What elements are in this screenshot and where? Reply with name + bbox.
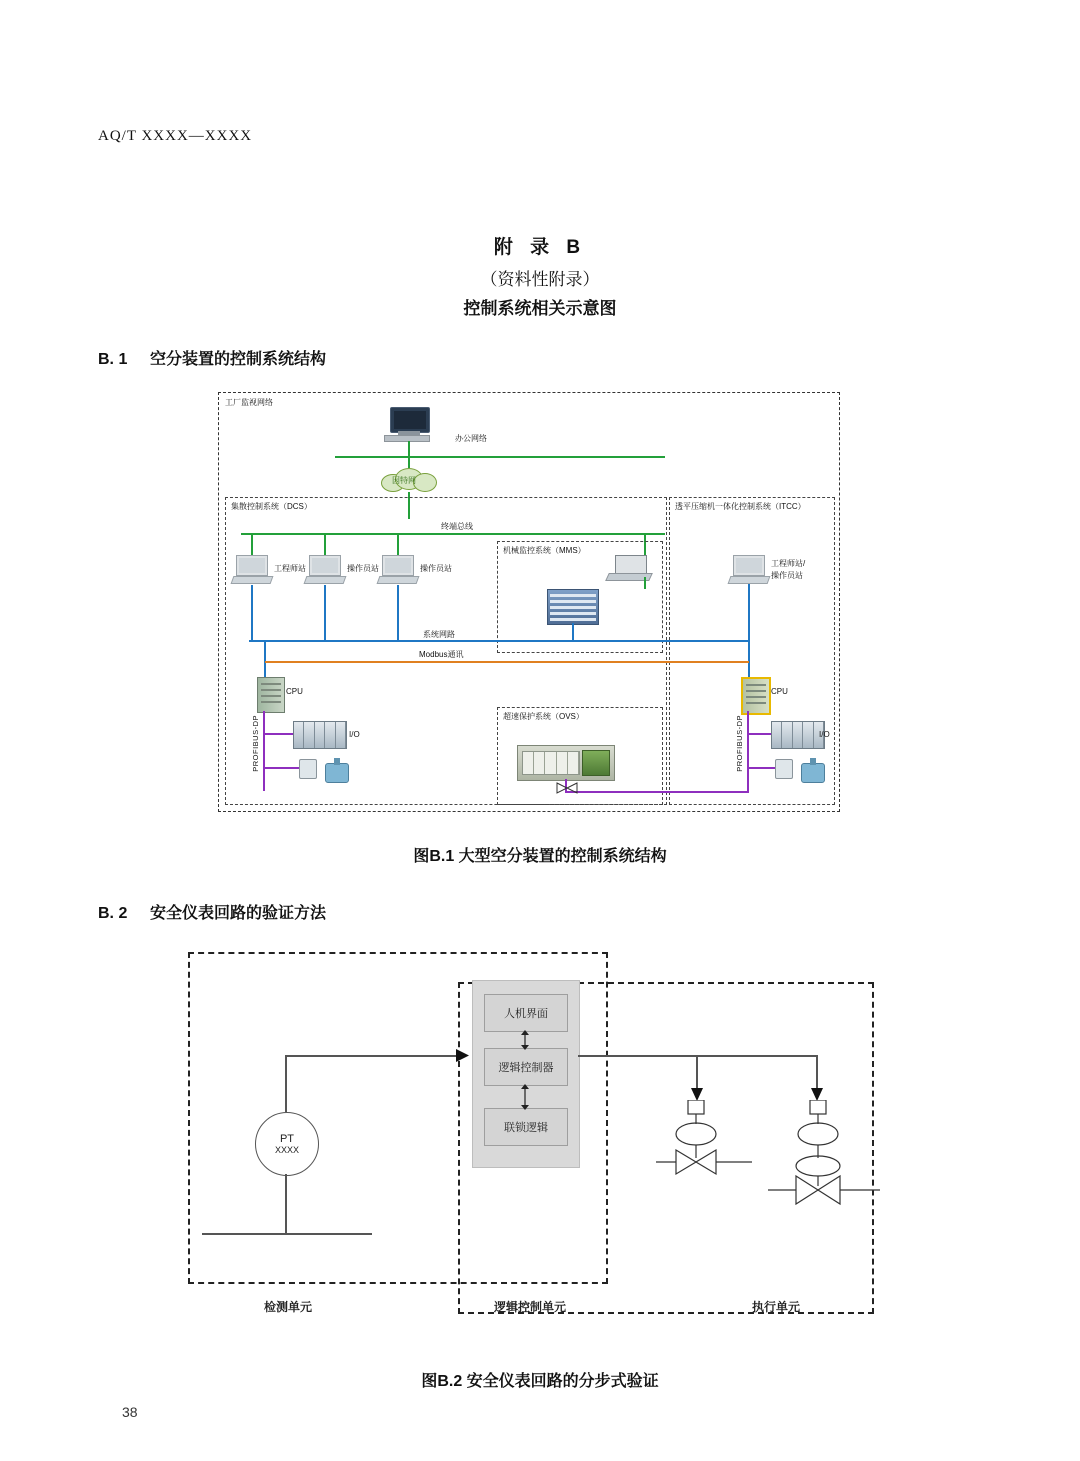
appendix-title: 附 录 B xyxy=(493,237,587,258)
process-line xyxy=(202,1233,372,1235)
itcc-io-rack xyxy=(771,721,825,749)
control-valve-2-icon xyxy=(762,1100,892,1230)
profibus-right-branch-io xyxy=(747,733,771,735)
dcs-field-devices xyxy=(299,757,355,787)
system-network-line xyxy=(249,640,749,642)
ovs-panel-icon xyxy=(517,745,615,781)
dcs-cpu-module xyxy=(257,677,285,713)
profibus-left-label: PROFIBUS-DP xyxy=(251,715,260,772)
profibus-right-line xyxy=(747,711,749,791)
logic-output-bus xyxy=(578,1055,818,1057)
line-laptop-to-rack xyxy=(644,577,646,589)
unit-label-1: 逻辑控制单元 xyxy=(493,1300,566,1314)
section-b1-title: 空分装置的控制系统结构 xyxy=(150,351,327,368)
operator-station-2-icon xyxy=(378,555,418,585)
office-bus-line xyxy=(335,456,665,458)
sensor-tag-line1: PT xyxy=(279,1133,295,1145)
itcc-station-icon xyxy=(729,555,769,585)
section-b2-title: 安全仪表回路的验证方法 xyxy=(150,905,327,922)
pressure-transmitter-icon xyxy=(255,1112,319,1176)
profibus-right-branch-field xyxy=(747,767,777,769)
station-label-2: 操作员站 xyxy=(420,564,452,573)
appendix-type: （资料性附录） xyxy=(480,270,600,289)
logic-interlock-arrow-icon xyxy=(518,1084,532,1110)
ovs-valve-icon xyxy=(555,781,579,795)
arrow-to-logic-icon xyxy=(456,1048,472,1064)
page-number: 38 xyxy=(122,1404,138,1420)
office-network-label: 办公网络 xyxy=(455,434,487,443)
internet-label: 因特网 xyxy=(392,476,416,485)
system-network-label: 系统网路 xyxy=(423,630,455,639)
station-label-1: 操作员站 xyxy=(347,564,379,573)
io-right-label: I/O xyxy=(819,730,830,739)
section-b1-number: B. 1 xyxy=(98,351,128,368)
io-left-label: I/O xyxy=(349,730,360,739)
mms-laptop-icon xyxy=(607,555,649,583)
blue-to-cpu-left xyxy=(264,640,266,680)
modbus-line xyxy=(265,661,749,663)
profibus-left-branch-field xyxy=(263,767,299,769)
ovs-bottom-line xyxy=(565,791,749,793)
unit-label-0: 检测单元 xyxy=(263,1300,312,1314)
sensor-to-logic-line xyxy=(285,1055,465,1057)
mms-zone-label: 机械监控系统（MMS） xyxy=(503,546,586,555)
drop-ws2 xyxy=(324,533,326,555)
mms-rack-icon xyxy=(547,589,599,625)
drop-ws3 xyxy=(397,533,399,555)
figure-b2-diagram xyxy=(150,940,930,1340)
internet-cloud-icon xyxy=(381,466,437,492)
unit-label-2: 执行单元 xyxy=(751,1300,800,1314)
profibus-left-branch-io xyxy=(263,733,293,735)
line-monitor-to-bus xyxy=(408,441,410,457)
figure-b2-caption: 图B.2 安全仪表回路的分步式验证 xyxy=(421,1373,659,1390)
itcc-zone-label: 透平压缩机一体化控制系统（ITCC） xyxy=(675,502,806,511)
profibus-left-line xyxy=(263,711,265,791)
modbus-label: Modbus通讯 xyxy=(419,650,464,659)
blue-to-cpu-right xyxy=(748,640,750,680)
section-b2 xyxy=(98,900,326,923)
blue-drop-3 xyxy=(397,585,399,641)
office-monitor-icon xyxy=(384,407,432,441)
itcc-field-devices xyxy=(775,757,831,787)
page-header: AQ/T XXXX—XXXX xyxy=(98,128,253,144)
control-valve-1-icon xyxy=(648,1100,758,1200)
section-b2-number: B. 2 xyxy=(98,905,128,922)
terminal-bus-line xyxy=(241,533,665,535)
figure-b1-diagram xyxy=(218,392,840,812)
blue-drop-1 xyxy=(251,585,253,641)
figure-b1-caption: 图B.1 大型空分装置的控制系统结构 xyxy=(413,848,667,865)
hmi-block: 人机界面 xyxy=(484,994,568,1032)
appendix-name: 控制系统相关示意图 xyxy=(463,299,617,318)
line-mms-to-sysnet xyxy=(572,623,574,641)
sensor-stem-line xyxy=(285,1174,287,1234)
terminal-bus-label: 终端总线 xyxy=(441,522,473,531)
hmi-logic-arrow-icon xyxy=(518,1030,532,1050)
logic-controller-block: 逻辑控制器 xyxy=(484,1048,568,1086)
itcc-cpu-module xyxy=(741,677,771,715)
section-b1 xyxy=(98,346,326,369)
ovs-zone-label: 超速保护系统（OVS） xyxy=(503,712,584,721)
blue-drop-2 xyxy=(324,585,326,641)
interlock-logic-block: 联锁逻辑 xyxy=(484,1108,568,1146)
operator-station-1-icon xyxy=(305,555,345,585)
dcs-zone-label: 集散控制系统（DCS） xyxy=(231,502,312,511)
profibus-right-label: PROFIBUS-DP xyxy=(735,715,744,772)
drop-ws1 xyxy=(251,533,253,555)
sensor-tag-line2: XXXX xyxy=(274,1145,299,1155)
itcc-station-label-line2: 操作员站 xyxy=(771,571,803,580)
itcc-station-label-line1: 工程师站/ xyxy=(771,559,806,568)
engineer-station-icon xyxy=(232,555,272,585)
sensor-signal-up xyxy=(285,1056,287,1112)
dcs-io-rack xyxy=(293,721,347,749)
cpu-left-label: CPU xyxy=(286,687,303,696)
station-label-0: 工程师站 xyxy=(274,564,306,573)
plant-network-label: 工厂监视网络 xyxy=(225,398,273,407)
cpu-right-label: CPU xyxy=(771,687,788,696)
